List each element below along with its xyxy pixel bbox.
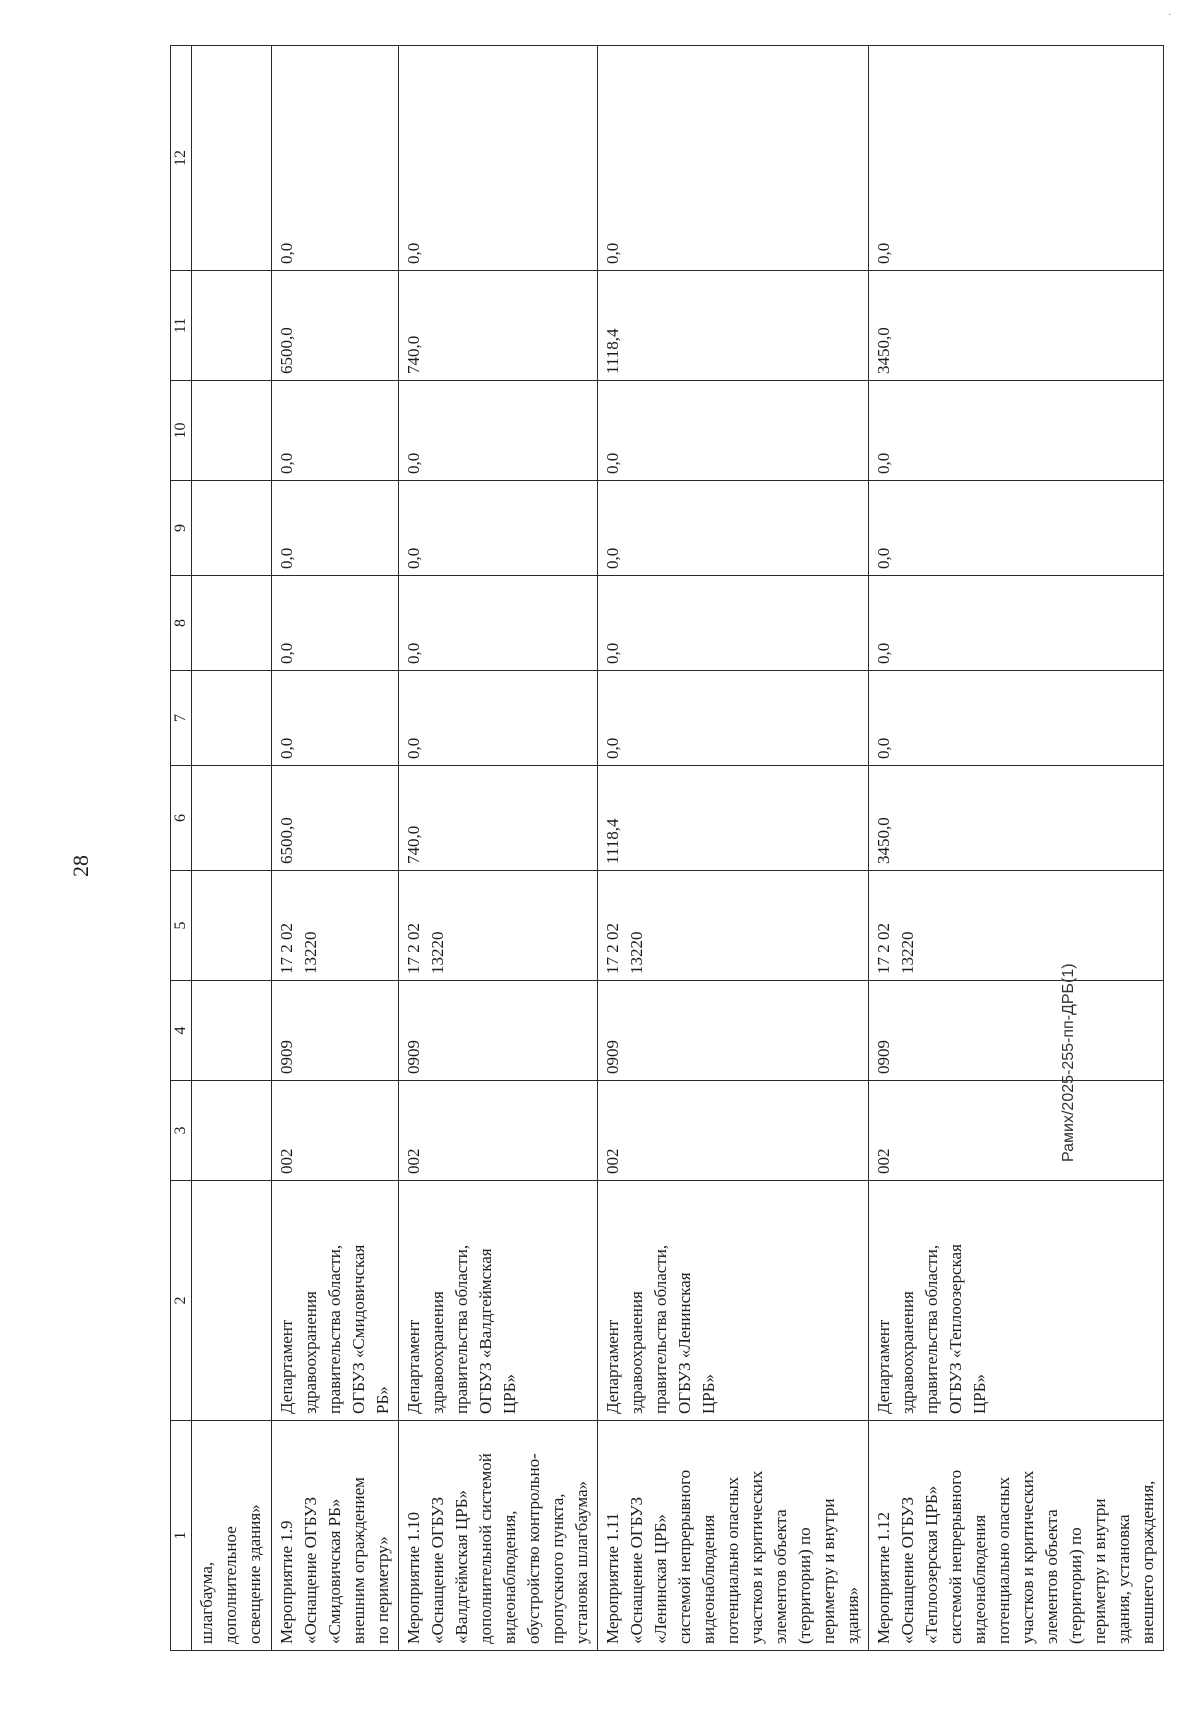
header-cell: 8 <box>171 576 192 671</box>
cell-col5 <box>192 871 272 981</box>
cell-col9: 0,0 <box>399 481 598 576</box>
cell-col5: 17 2 02 13220 <box>272 871 399 981</box>
budget-table <box>170 45 1164 1651</box>
cell-col11: 1118,4 <box>598 271 869 381</box>
cell-col10: 0,0 <box>399 381 598 481</box>
rotated-table-container <box>170 46 1157 1651</box>
header-cell: 2 <box>171 1181 192 1421</box>
cell-col8: 0,0 <box>598 576 869 671</box>
measure-description: шлагбаума, дополнительное освещение здания» <box>192 1421 272 1651</box>
table-row <box>192 46 272 1651</box>
cell-col9 <box>192 481 272 576</box>
cell-col6: 6500,0 <box>272 766 399 871</box>
cell-col7: 0,0 <box>869 671 1164 766</box>
table-row <box>399 46 598 1651</box>
header-cell: 11 <box>171 271 192 381</box>
header-cell: 12 <box>171 46 192 271</box>
cell-col3: 002 <box>598 1081 869 1181</box>
cell-col11: 740,0 <box>399 271 598 381</box>
cell-col4: 0909 <box>272 981 399 1081</box>
cell-col7: 0,0 <box>399 671 598 766</box>
header-cell: 9 <box>171 481 192 576</box>
header-cell: 6 <box>171 766 192 871</box>
responsible-department <box>192 1181 272 1421</box>
header-cell: 5 <box>171 871 192 981</box>
cell-col7: 0,0 <box>272 671 399 766</box>
table-row <box>272 46 399 1651</box>
table-row <box>869 46 1164 1651</box>
cell-col7 <box>192 671 272 766</box>
responsible-department: Департамент здравоохранения правительства области, ОГБУЗ «Ленинская ЦРБ» <box>598 1181 869 1421</box>
cell-col10: 0,0 <box>272 381 399 481</box>
table-row <box>598 46 869 1651</box>
header-cell: 10 <box>171 381 192 481</box>
header-cell: 1 <box>171 1421 192 1651</box>
responsible-department: Департамент здравоохранения правительства области, ОГБУЗ «Валдгеймская ЦРБ» <box>399 1181 598 1421</box>
cell-col11: 3450,0 <box>869 271 1164 381</box>
cell-col4: 0909 <box>399 981 598 1081</box>
measure-description: Мероприятие 1.11 «Оснащение ОГБУЗ «Ленинская ЦРБ» системой непрерывного видеонаблюдения потенциально опасных участков и критических элементов объекта (территории) по периметру и внутри здания» <box>598 1421 869 1651</box>
cell-col9: 0,0 <box>869 481 1164 576</box>
page-number: 28 <box>68 855 93 877</box>
cell-col6: 1118,4 <box>598 766 869 871</box>
document-footer-code: Рамих/2025-255-пп-ДРБ(1) <box>1060 963 1077 1162</box>
cell-col12: 0,0 <box>598 46 869 271</box>
measure-description: Мероприятие 1.10 «Оснащение ОГБУЗ «Валдгеймская ЦРБ» дополнительной системой видеонаблюдения, обустройство контрольно- пропускного пункта, установка шлагбаума» <box>399 1421 598 1651</box>
cell-col4: 0909 <box>869 981 1164 1081</box>
cell-col10: 0,0 <box>598 381 869 481</box>
cell-col6 <box>192 766 272 871</box>
measure-description: Мероприятие 1.9 «Оснащение ОГБУЗ «Смидовичская РБ» внешним ограждением по периметру» <box>272 1421 399 1651</box>
cell-col12 <box>192 46 272 271</box>
cell-col12: 0,0 <box>869 46 1164 271</box>
cell-col9: 0,0 <box>272 481 399 576</box>
responsible-department: Департамент здравоохранения правительства области, ОГБУЗ «Теплоозерская ЦРБ» <box>869 1181 1164 1421</box>
cell-col10 <box>192 381 272 481</box>
cell-col12: 0,0 <box>272 46 399 271</box>
cell-col3: 002 <box>399 1081 598 1181</box>
cell-col5: 17 2 02 13220 <box>869 871 1164 981</box>
measure-description: Мероприятие 1.12 «Оснащение ОГБУЗ «Теплоозерская ЦРБ» системой непрерывного видеонаблюдения потенциально опасных участков и критических элементов объекта (территории) по периметру и внутри здания, установка внешнего ограждения, <box>869 1421 1164 1651</box>
cell-col12: 0,0 <box>399 46 598 271</box>
cell-col4 <box>192 981 272 1081</box>
header-row <box>171 46 192 1651</box>
cell-col8 <box>192 576 272 671</box>
header-cell: 4 <box>171 981 192 1081</box>
cell-col3: 002 <box>869 1081 1164 1181</box>
cell-col3: 002 <box>272 1081 399 1181</box>
header-cell: 7 <box>171 671 192 766</box>
cell-col8: 0,0 <box>869 576 1164 671</box>
cell-col4: 0909 <box>598 981 869 1081</box>
scan-speck: · <box>1168 10 1172 21</box>
cell-col5: 17 2 02 13220 <box>598 871 869 981</box>
header-cell: 3 <box>171 1081 192 1181</box>
cell-col5: 17 2 02 13220 <box>399 871 598 981</box>
cell-col9: 0,0 <box>598 481 869 576</box>
cell-col10: 0,0 <box>869 381 1164 481</box>
cell-col7: 0,0 <box>598 671 869 766</box>
cell-col11: 6500,0 <box>272 271 399 381</box>
cell-col11 <box>192 271 272 381</box>
cell-col3 <box>192 1081 272 1181</box>
cell-col8: 0,0 <box>399 576 598 671</box>
cell-col6: 740,0 <box>399 766 598 871</box>
cell-col8: 0,0 <box>272 576 399 671</box>
cell-col6: 3450,0 <box>869 766 1164 871</box>
responsible-department: Департамент здравоохранения правительства области, ОГБУЗ «Смидовичская РБ» <box>272 1181 399 1421</box>
